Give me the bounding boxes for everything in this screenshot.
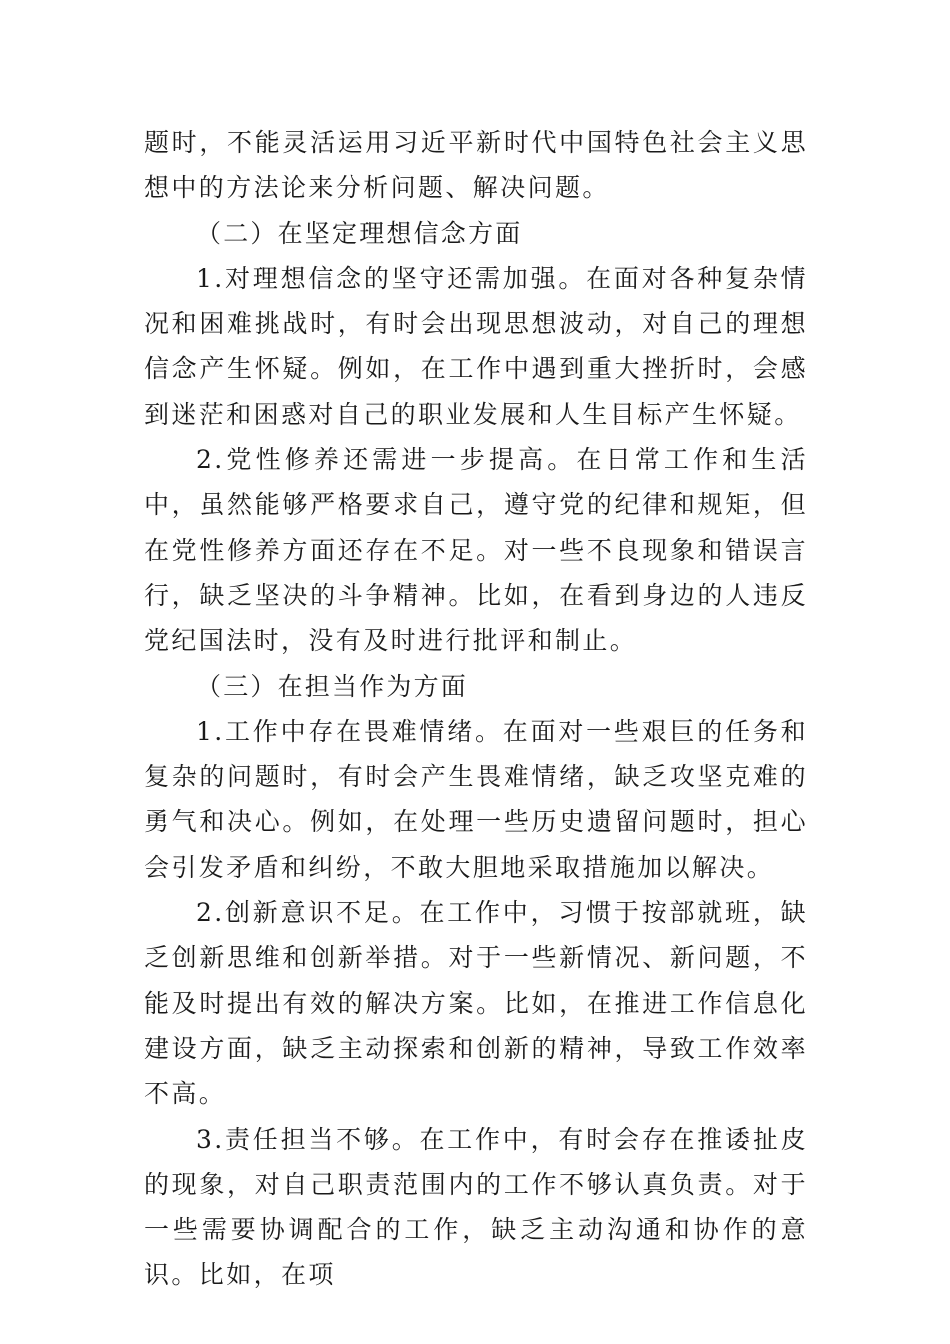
paragraph-item-ideals-2: 2.党性修养还需进一步提高。在日常工作和生活中，虽然能够严格要求自己，遵守党的纪律和规矩，但在党性修养方面还存在不足。对一些不良现象和错误言行，缺乏坚决的斗争精神。比如，在看到身边的人违反党纪国法时，没有及时进行批评和制止。 — [144, 445, 808, 656]
section-heading-responsibility: （三）在担当作为方面 — [196, 671, 469, 701]
section-heading-ideals: （二）在坚定理想信念方面 — [196, 218, 523, 248]
paragraph-item-responsibility-3: 3.责任担当不够。在工作中，有时会存在推诿扯皮的现象，对自己职责范围内的工作不够认真负责。对于一些需要协调配合的工作，缺乏主动沟通和协作的意识。比如，在项 — [144, 1124, 808, 1290]
paragraph-item-responsibility-2: 2.创新意识不足。在工作中，习惯于按部就班，缺乏创新思维和创新举措。对于一些新情况、新问题，不能及时提出有效的解决方案。比如，在推进工作信息化建设方面，缺乏主动探索和创新的精神，导致工作效率不高。 — [144, 898, 808, 1109]
document-body — [144, 120, 808, 1298]
paragraph-continuation: 题时，不能灵活运用习近平新时代中国特色社会主义思想中的方法论来分析问题、解决问题。 — [144, 128, 808, 203]
paragraph-item-responsibility-1: 1.工作中存在畏难情绪。在面对一些艰巨的任务和复杂的问题时，有时会产生畏难情绪，缺乏攻坚克难的勇气和决心。例如，在处理一些历史遗留问题时，担心会引发矛盾和纠纷，不敢大胆地采取措施加以解决。 — [144, 716, 808, 882]
paragraph-item-ideals-1: 1.对理想信念的坚守还需加强。在面对各种复杂情况和困难挑战时，有时会出现思想波动，对自己的理想信念产生怀疑。例如，在工作中遇到重大挫折时，会感到迷茫和困惑对自己的职业发展和人生目标产生怀疑。 — [144, 263, 808, 429]
